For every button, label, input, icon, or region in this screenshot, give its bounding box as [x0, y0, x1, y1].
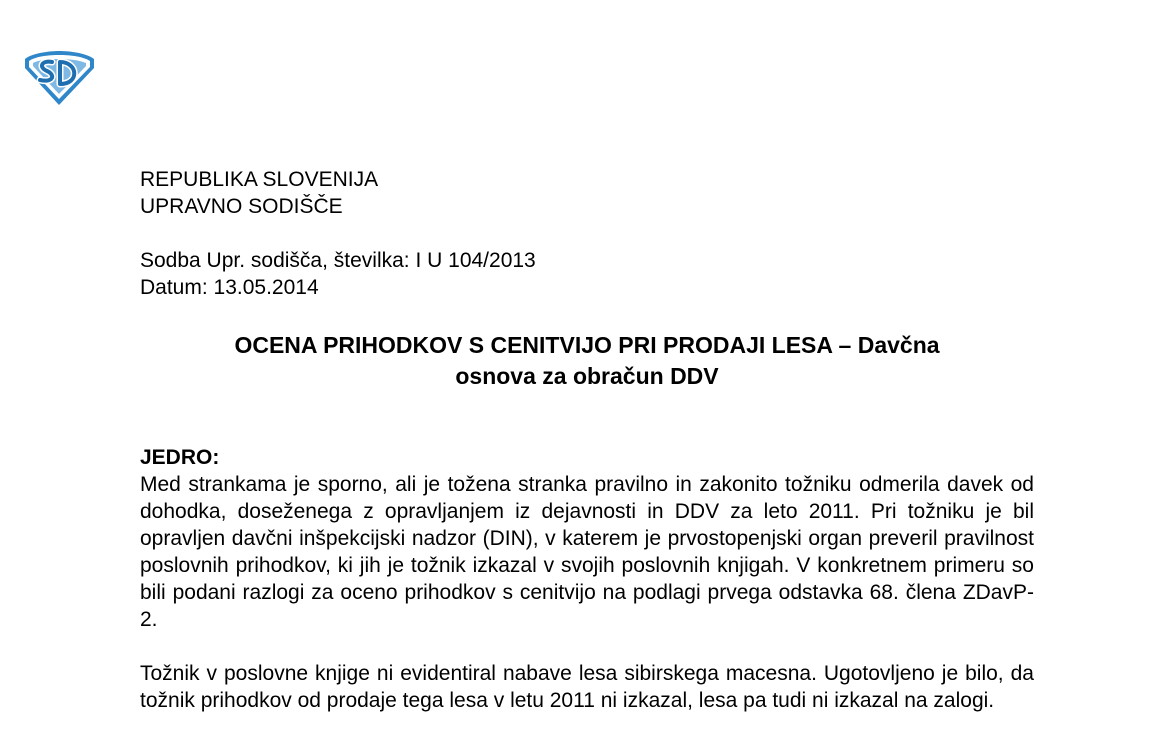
court-shield-logo-icon [22, 50, 96, 106]
court-logo [22, 50, 96, 106]
document-title [140, 330, 1034, 392]
republic-name: REPUBLIKA SLOVENIJA [140, 168, 379, 191]
title-line-2: osnova za obračun DDV [455, 363, 719, 389]
court-name: UPRAVNO SODIŠČE [140, 195, 343, 218]
title-line-1: OCENA PRIHODKOV S CENITVIJO PRI PRODAJI LESA – Davčna [234, 332, 940, 358]
court-header [140, 166, 1034, 220]
section-heading: JEDRO: [140, 446, 220, 469]
paragraph-2: Tožnik v poslovne knjige ni evidentiral nabave lesa sibirskega macesna. Ugotovljeno je bilo, da tožnik prihodkov od prodaje tega lesa v letu 2011 ni izkazal, lesa pa tudi ni izkazal na zalogi. [140, 662, 1034, 712]
case-reference [140, 247, 1034, 301]
case-number: Sodba Upr. sodišča, številka: I U 104/2013 [140, 249, 536, 272]
judgment-date: Datum: 13.05.2014 [140, 276, 319, 299]
paragraph-1: Med strankama je sporno, ali je tožena stranka pravilno in zakonito tožniku odmerila davek od dohodka, doseženega z opravljanjem iz dejavnosti in DDV za leto 2011. Pri tožniku je bil opravljen davčni inšpekcijski nadzor (DIN), v katerem je prvostopenjski organ preveril pravilnost poslovnih prihodkov, ki jih je tožnik izkazal v svojih poslovnih knjigah. V konkretnem primeru so bili podani razlogi za oceno prihodkov s cenitvijo na podlagi prvega odstavka 68. člena ZDavP-2. [140, 473, 1034, 631]
document-page [140, 166, 1034, 714]
